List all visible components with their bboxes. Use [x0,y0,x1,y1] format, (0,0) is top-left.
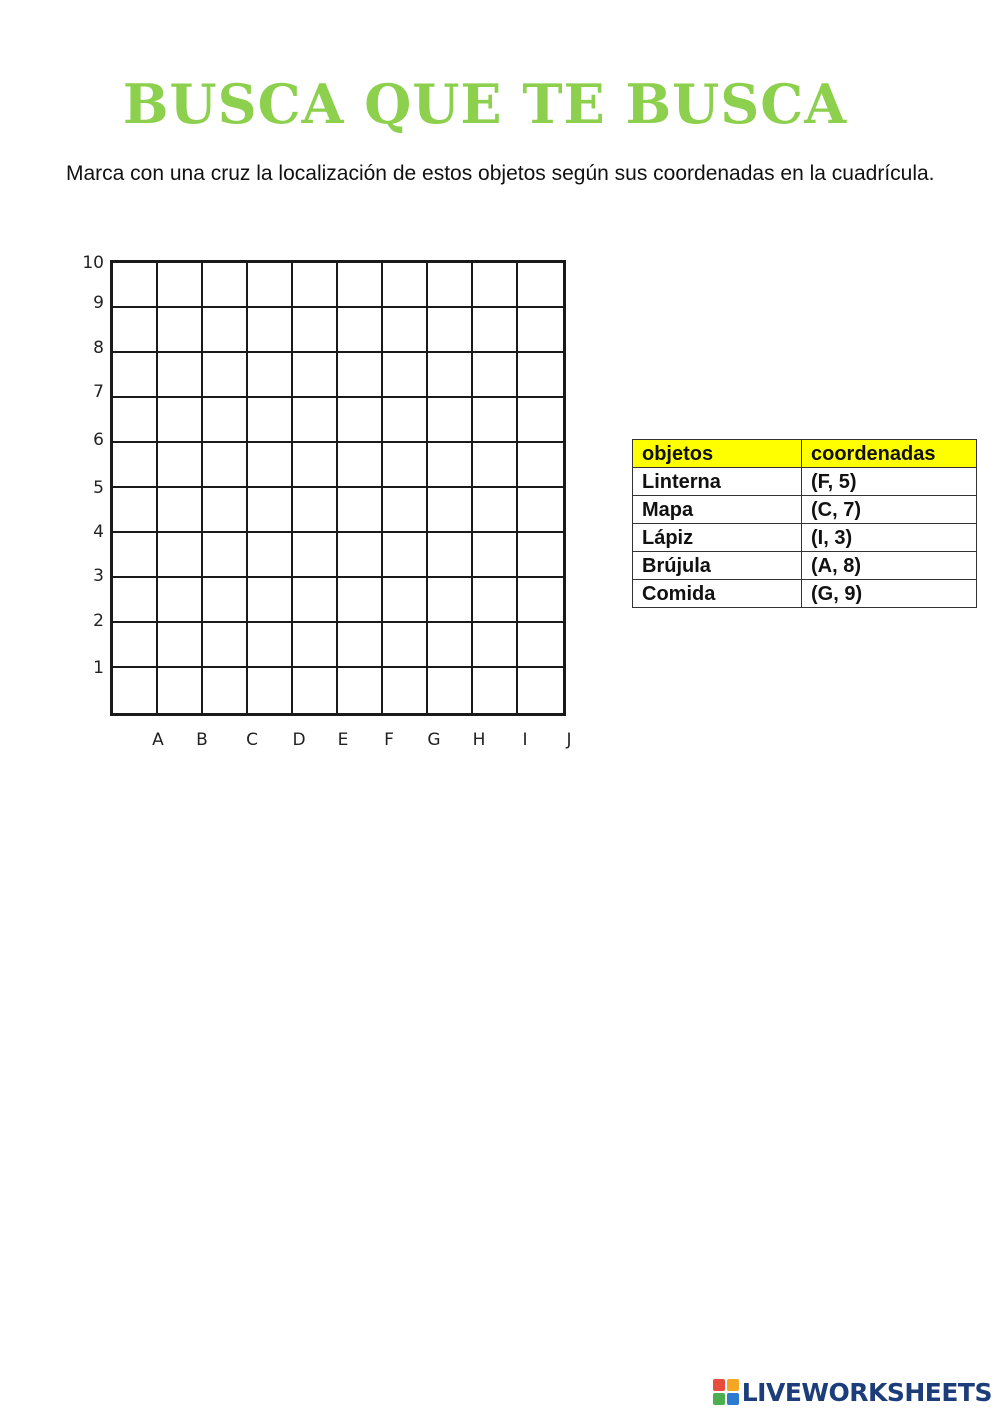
coordinates-table [632,439,977,608]
grid-cell[interactable] [158,443,203,488]
grid-cell[interactable] [203,578,248,623]
grid-cell[interactable] [203,263,248,308]
grid-cell[interactable] [383,578,428,623]
grid-cell[interactable] [428,443,473,488]
grid-cell[interactable] [158,353,203,398]
grid-cell[interactable] [338,263,383,308]
grid-cell[interactable] [158,398,203,443]
grid-cell[interactable] [113,443,158,488]
grid-cell[interactable] [248,533,293,578]
grid-cell[interactable] [428,353,473,398]
grid-cell[interactable] [473,263,518,308]
grid-cell[interactable] [113,263,158,308]
table-row [633,580,977,608]
table-row [633,468,977,496]
grid-cell[interactable] [203,353,248,398]
object-coordinates: (I, 3) [802,524,977,552]
grid-cell[interactable] [158,578,203,623]
instructions-text: Marca con una cruz la localización de estos objetos según sus coordenadas en la cuadrícula. [66,162,935,185]
x-axis-label: J [566,730,572,750]
grid-cell[interactable] [158,668,203,713]
grid-cell[interactable] [518,308,563,353]
table-row [633,524,977,552]
object-coordinates: (A, 8) [802,552,977,580]
grid-cell[interactable] [473,488,518,533]
object-name: Linterna [633,468,802,496]
object-coordinates: (F, 5) [802,468,977,496]
x-axis-label: G [427,730,441,750]
grid-cell[interactable] [518,578,563,623]
table-row [633,552,977,580]
grid-cell[interactable] [383,443,428,488]
grid-cell[interactable] [293,398,338,443]
y-axis-label: 5 [93,478,104,498]
page-title: BUSCA QUE TE BUSCA [122,72,848,136]
grid-cell[interactable] [203,623,248,668]
grid-cell[interactable] [158,263,203,308]
table-row [633,496,977,524]
table-header-row [633,440,977,468]
grid-cell[interactable] [473,533,518,578]
coordinate-grid [110,260,566,716]
grid-cell[interactable] [518,398,563,443]
grid-cell[interactable] [293,308,338,353]
grid-cell[interactable] [473,443,518,488]
grid-cell[interactable] [248,578,293,623]
grid-cell[interactable] [383,668,428,713]
grid-cell[interactable] [293,263,338,308]
grid-cell[interactable] [338,668,383,713]
y-axis-label: 9 [93,293,104,313]
grid-cell[interactable] [473,623,518,668]
grid-cell[interactable] [428,488,473,533]
object-coordinates: (C, 7) [802,496,977,524]
grid-cell[interactable] [473,668,518,713]
grid-cell[interactable] [203,488,248,533]
y-axis-label: 10 [82,253,104,273]
grid-cell[interactable] [248,263,293,308]
x-axis-label: E [337,730,349,750]
grid-cell[interactable] [203,443,248,488]
grid-cell[interactable] [158,308,203,353]
grid-cell[interactable] [383,263,428,308]
grid-cell[interactable] [113,308,158,353]
y-axis-label: 2 [93,611,104,631]
x-axis-labels [0,730,600,754]
grid-cell[interactable] [383,623,428,668]
y-axis-label: 4 [93,522,104,542]
grid-cell[interactable] [203,533,248,578]
grid-cell[interactable] [248,668,293,713]
grid-cell[interactable] [113,533,158,578]
y-axis-label: 7 [93,382,104,402]
grid-cell[interactable] [428,533,473,578]
grid-cell[interactable] [383,488,428,533]
grid-cell[interactable] [338,533,383,578]
grid-cell[interactable] [113,488,158,533]
grid-cell[interactable] [428,308,473,353]
grid-cell[interactable] [518,443,563,488]
header-coordenadas: coordenadas [802,440,977,468]
grid-cell[interactable] [518,263,563,308]
grid-cell[interactable] [293,578,338,623]
y-axis-label: 1 [93,658,104,678]
grid-cell[interactable] [293,353,338,398]
x-axis-label: D [292,730,306,750]
grid-cell[interactable] [518,533,563,578]
x-axis-label: A [152,730,164,750]
object-name: Comida [633,580,802,608]
grid-cell[interactable] [203,668,248,713]
grid-cell[interactable] [113,623,158,668]
header-objetos: objetos [633,440,802,468]
grid-cell[interactable] [338,398,383,443]
grid-cell[interactable] [473,308,518,353]
grid-cell[interactable] [428,668,473,713]
grid-cell[interactable] [428,578,473,623]
grid-cell[interactable] [248,353,293,398]
grid-cell[interactable] [338,308,383,353]
grid-cell[interactable] [338,443,383,488]
grid-cell[interactable] [113,668,158,713]
grid-cell[interactable] [113,353,158,398]
grid-cell[interactable] [473,353,518,398]
grid-cell[interactable] [203,308,248,353]
y-axis-label: 6 [93,430,104,450]
grid-cell[interactable] [428,263,473,308]
grid-cell[interactable] [293,533,338,578]
grid-cell[interactable] [248,488,293,533]
grid-cell[interactable] [383,353,428,398]
grid-cell[interactable] [383,398,428,443]
grid-cell[interactable] [158,533,203,578]
grid-cell[interactable] [383,308,428,353]
grid-cell[interactable] [113,398,158,443]
y-axis-label: 3 [93,566,104,586]
x-axis-label: C [246,730,258,750]
grid-cell[interactable] [293,443,338,488]
grid-cell[interactable] [158,623,203,668]
liveworksheets-logo [713,1377,992,1407]
grid-cell[interactable] [248,443,293,488]
grid-cell[interactable] [518,668,563,713]
grid-cell[interactable] [338,578,383,623]
object-name: Lápiz [633,524,802,552]
brand-text: LIVEWORKSHEETS [741,1377,992,1407]
object-name: Brújula [633,552,802,580]
grid-cell[interactable] [113,578,158,623]
grid-cell[interactable] [473,578,518,623]
y-axis-label: 8 [93,338,104,358]
grid-cell[interactable] [248,398,293,443]
grid-cell[interactable] [158,488,203,533]
object-name: Mapa [633,496,802,524]
grid-cell[interactable] [338,623,383,668]
grid-cell[interactable] [248,623,293,668]
grid-cell[interactable] [293,668,338,713]
grid-cell[interactable] [518,353,563,398]
object-coordinates: (G, 9) [802,580,977,608]
grid-cell[interactable] [293,623,338,668]
x-axis-label: I [522,730,528,750]
x-axis-label: B [196,730,208,750]
grid-cell[interactable] [338,488,383,533]
grid-cell[interactable] [428,623,473,668]
grid-cell[interactable] [473,398,518,443]
x-axis-label: H [472,730,486,750]
x-axis-label: F [384,730,394,750]
grid-cell[interactable] [203,398,248,443]
grid-cell[interactable] [518,623,563,668]
grid-cell[interactable] [518,488,563,533]
grid-cell[interactable] [428,398,473,443]
logo-icon [713,1379,739,1405]
grid-cell[interactable] [248,308,293,353]
grid-cell[interactable] [383,533,428,578]
grid-cell[interactable] [338,353,383,398]
grid-cell[interactable] [293,488,338,533]
